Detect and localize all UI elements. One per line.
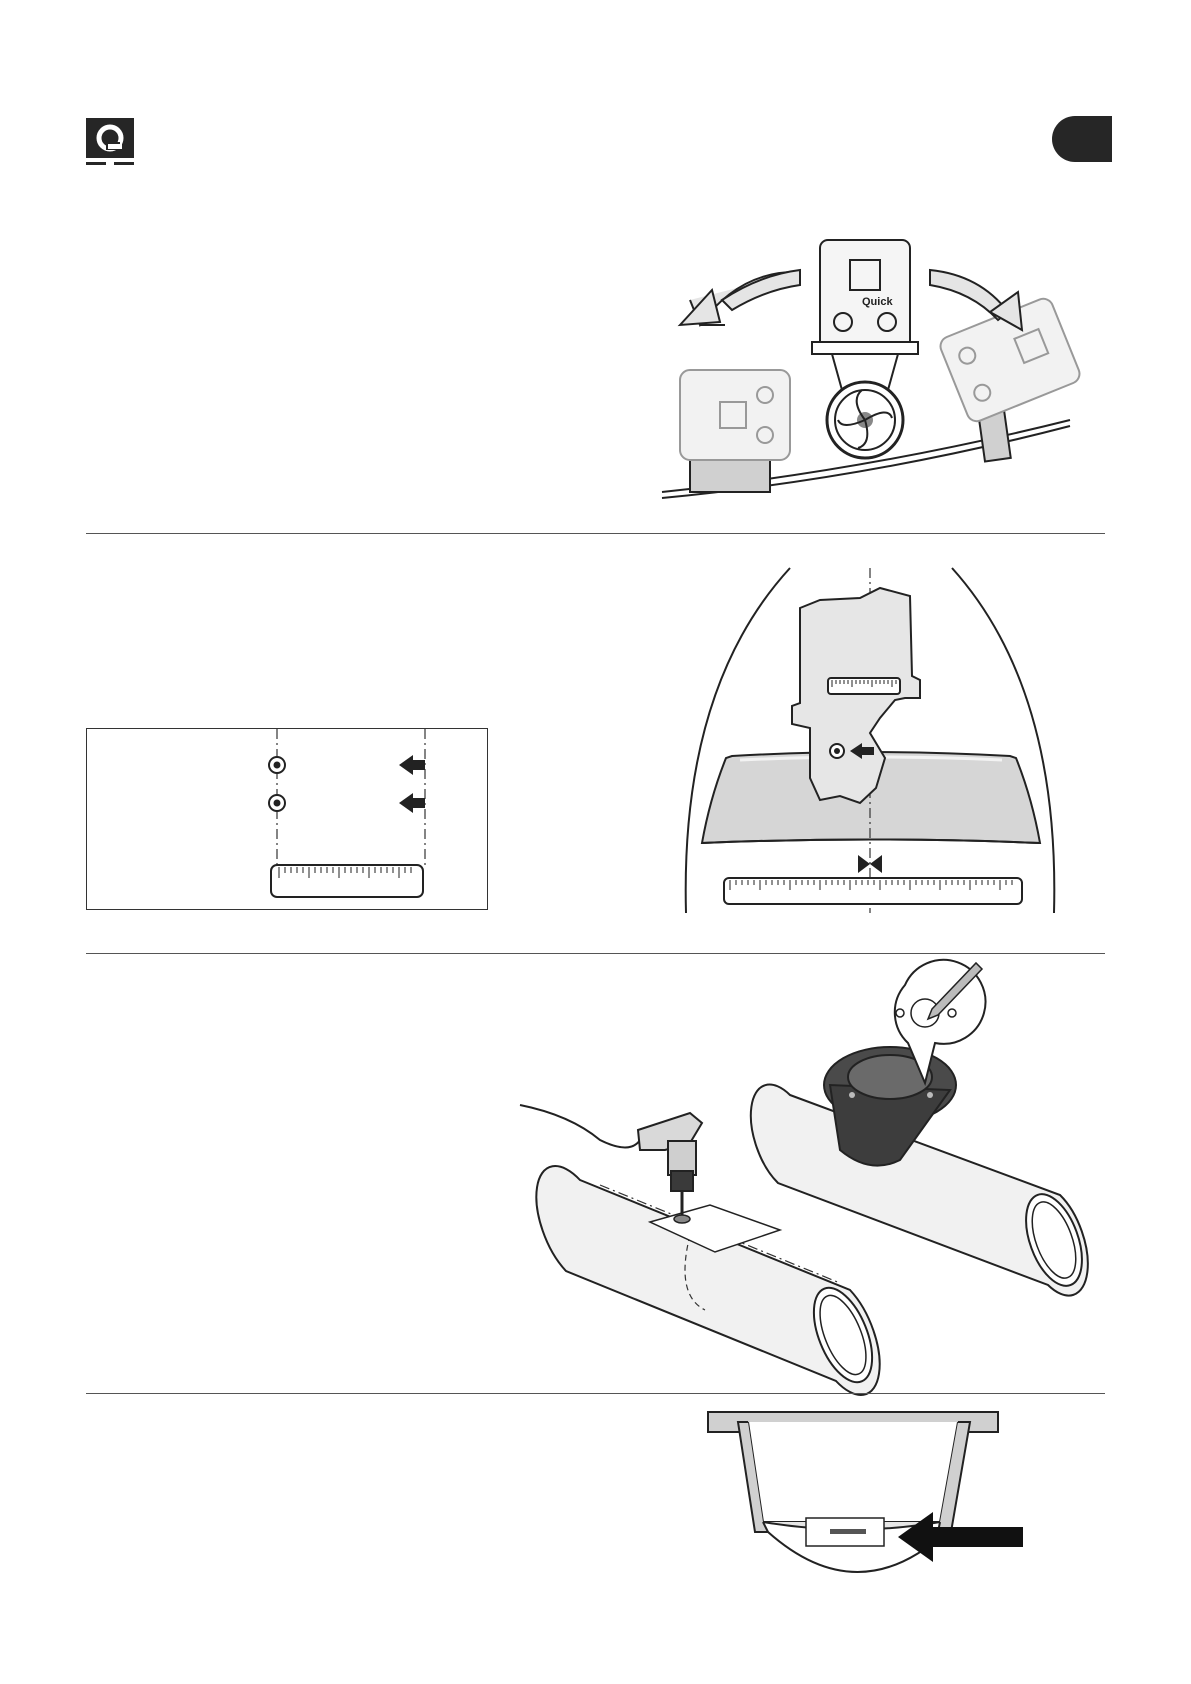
arrow-icon xyxy=(399,793,425,813)
tube-drilling-figure xyxy=(540,965,1110,1365)
flange-section-figure xyxy=(708,1412,1028,1582)
section-divider xyxy=(86,1393,1105,1394)
language-tab xyxy=(1052,116,1112,162)
section-divider xyxy=(86,533,1105,534)
thruster-rotation-figure xyxy=(650,230,1090,500)
section-divider xyxy=(86,953,1105,954)
bow-section-figure xyxy=(680,568,1065,913)
alignment-detail-figure xyxy=(86,728,488,910)
arrow-icon xyxy=(399,755,425,775)
quick-logo-icon xyxy=(86,118,134,166)
quick-brand-text: Quick xyxy=(862,296,893,308)
